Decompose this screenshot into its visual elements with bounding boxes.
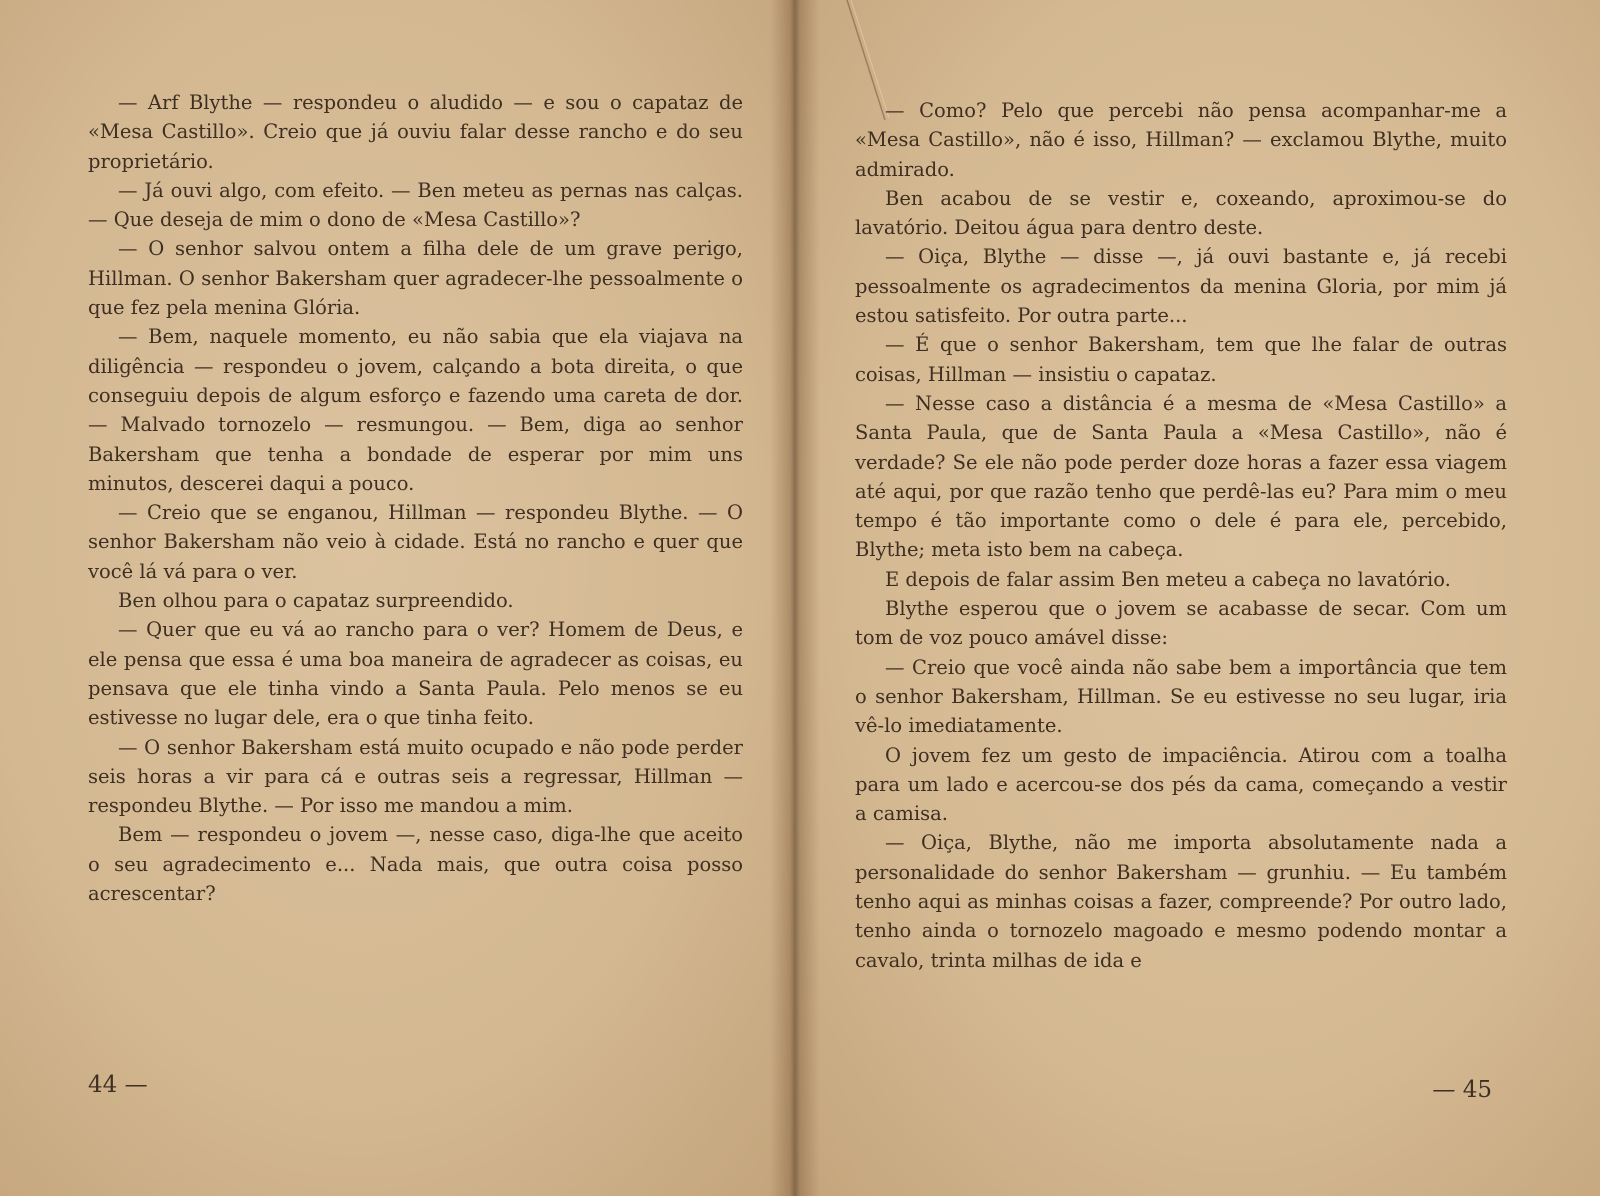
paragraph: Ben acabou de se vestir e, coxeando, aproximou-se do lavatório. Deitou água para dentro deste. [855,186,1507,240]
paragraph: — Arf Blythe — respondeu o aludido — e sou o capataz de «Mesa Castillo». Creio que já ouviu falar desse rancho e do seu proprietário. [88,91,743,173]
paragraph: — O senhor salvou ontem a filha dele de um grave perigo, Hillman. O senhor Bakersham quer agradecer-lhe pessoalmente o que fez pela menina Glória. [88,237,743,320]
paragraph: — Creio que se enganou, Hillman — respondeu Blythe. — O senhor Bakersham não veio à cidade. Está no rancho e quer que você lá vá para o ver. [88,501,743,583]
paragraph: — Creio que você ainda não sabe bem a importância que tem o senhor Bakersham, Hillman. Se eu estivesse no seu lugar, iria vê-lo imediatamente. [855,655,1507,738]
paragraph: — Nesse caso a distância é a mesma de «Mesa Castillo» a Santa Paula, que de Santa Paula a «Mesa Castillo», não é verdade? Se ele não pode perder doze horas a fazer essa viagem até aqui, por que razão tenho que perdê-las eu? Para mim o meu tempo é tão importante como o dele é para ele, percebido, Blythe; meta isto bem na cabeça. [855,391,1507,562]
left-page-text [88,88,743,908]
paragraph: O jovem fez um gesto de impaciência. Atirou com a toalha para um lado e acercou-se dos pés da cama, começando a vestir a camisa. [855,743,1507,826]
paragraph: — Oiça, Blythe, não me importa absolutamente nada a personalidade do senhor Bakersham — grunhiu. — Eu também tenho aqui as minhas coisas a fazer, compreende? Por outro lado, tenho ainda o tornozelo magoado e mesmo podendo montar a cavalo, trinta milhas de ida e [855,831,1507,972]
right-page-text [855,96,1507,975]
paragraph: — Bem, naquele momento, eu não sabia que ela viajava na diligência — respondeu o jovem, calçando a bota direita, o que conseguiu depois de algum esforço e fazendo uma careta de dor. — Malvado tornozelo — resmungou. — Bem, diga ao senhor Bakersham que tenha a bondade de esperar por mim uns minutos, descerei daqui a pouco. [88,325,743,495]
paragraph: — Oiça, Blythe — disse —, já ouvi bastante e, já recebi pessoalmente os agradecimentos da menina Gloria, por mim já estou satisfeito. Por outra parte... [855,245,1507,328]
paragraph: E depois de falar assim Ben meteu a cabeça no lavatório. [885,567,1451,591]
right-page [795,0,1600,1196]
paragraph: Blythe esperou que o jovem se acabasse de secar. Com um tom de voz pouco amável disse: [855,597,1507,650]
paragraph: — O senhor Bakersham está muito ocupado e não pode perder seis horas a vir para cá e outras seis a regressar, Hillman — respondeu Blythe. — Por isso me mandou a mim. [88,735,743,818]
paragraph: Ben olhou para o capataz surpreendido. [118,589,514,613]
page-number-left: 44 — [88,1072,148,1098]
paragraph: — É que o senhor Bakersham, tem que lhe falar de outras coisas, Hillman — insistiu o capataz. [855,333,1507,386]
paragraph: — Quer que eu vá ao rancho para o ver? Homem de Deus, e ele pensa que essa é uma boa maneira de agradecer as coisas, eu pensava que ele tinha vindo a Santa Paula. Pelo menos se eu estivesse no lugar dele, era o que tinha feito. [88,618,743,730]
paragraph: Bem — respondeu o jovem —, nesse caso, diga-lhe que aceito o seu agradecimento e... Nada mais, que outra coisa posso acrescentar? [88,823,743,906]
left-page [0,0,795,1196]
paragraph: — Como? Pelo que percebi não pensa acompanhar-me a «Mesa Castillo», não é isso, Hillman? — exclamou Blythe, muito admirado. [855,99,1507,181]
paragraph: — Já ouvi algo, com efeito. — Ben meteu as pernas nas calças. — Que deseja de mim o dono de «Mesa Castillo»? [88,178,743,232]
page-number-right: — 45 [1432,1077,1492,1103]
